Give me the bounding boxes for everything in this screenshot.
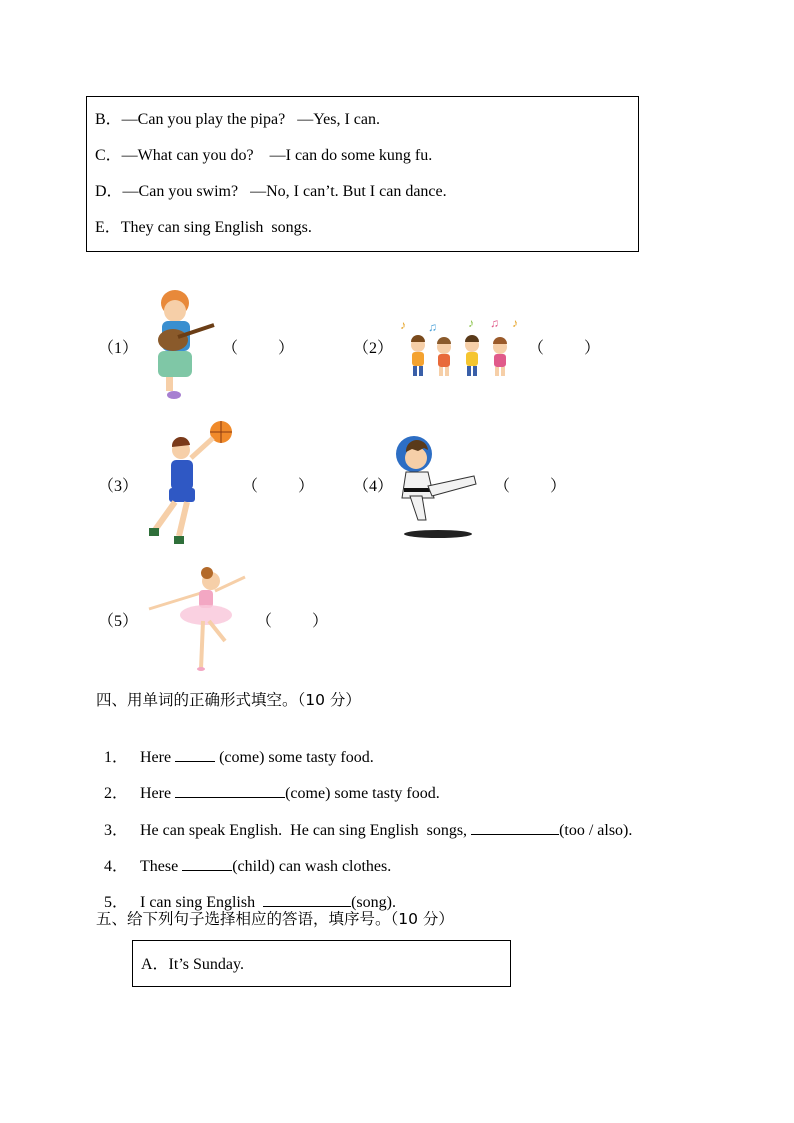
question-text: Here bbox=[140, 749, 176, 766]
picture-1-label: （1） bbox=[98, 340, 139, 357]
answer-blank[interactable] bbox=[471, 820, 559, 835]
picture-3-label: （3） bbox=[98, 478, 139, 495]
picture-3-answer[interactable]: （ ） bbox=[242, 478, 315, 495]
section-4-question-3 bbox=[96, 799, 632, 840]
question-number: 4． bbox=[104, 858, 129, 875]
answer-blank[interactable] bbox=[182, 856, 232, 871]
svg-text:♫: ♫ bbox=[428, 320, 437, 334]
picture-2-answer[interactable]: （ ） bbox=[528, 340, 601, 357]
section-4-question-5 bbox=[96, 871, 396, 912]
answer-blank[interactable] bbox=[175, 747, 215, 762]
question-text: Here bbox=[140, 785, 176, 802]
girl-dancing-ballet-illustration bbox=[145, 563, 251, 673]
section-4-question-2 bbox=[96, 762, 440, 803]
question-text: He can speak English. He can sing English songs, bbox=[140, 822, 472, 839]
answer-blank[interactable] bbox=[263, 892, 351, 907]
question-text: These bbox=[140, 858, 183, 875]
option-d: D．—Can you swim? —No, I can’t. But I can dance. bbox=[95, 183, 447, 200]
option-c: C．—What can you do? —I can do some kung fu. bbox=[95, 147, 433, 164]
boy-playing-pipa-illustration bbox=[148, 285, 218, 403]
section-4-title: 四、用单词的正确形式填空。（10 分） bbox=[96, 691, 361, 709]
question-number: 2． bbox=[104, 785, 129, 802]
answer-option-a: A．It’s Sunday. bbox=[141, 956, 244, 973]
question-number: 3． bbox=[104, 822, 129, 839]
picture-1-answer[interactable]: （ ） bbox=[222, 340, 295, 357]
svg-text:♪: ♪ bbox=[400, 318, 406, 332]
question-number: 5． bbox=[104, 894, 129, 911]
options-box bbox=[86, 96, 639, 252]
children-singing-illustration bbox=[398, 315, 524, 379]
answer-blank[interactable] bbox=[175, 783, 285, 798]
answers-box bbox=[132, 940, 511, 987]
question-text: (song). bbox=[351, 894, 396, 911]
question-text: (come) some tasty food. bbox=[215, 749, 374, 766]
svg-text:♪: ♪ bbox=[468, 316, 474, 330]
picture-4-label: （4） bbox=[353, 478, 394, 495]
boy-doing-kung-fu-illustration bbox=[392, 430, 484, 540]
picture-5-answer[interactable]: （ ） bbox=[256, 613, 329, 630]
question-text: I can sing English bbox=[140, 894, 264, 911]
question-text: (come) some tasty food. bbox=[285, 785, 440, 802]
option-e: E．They can sing English songs. bbox=[95, 219, 312, 236]
picture-5-label: （5） bbox=[98, 613, 139, 630]
picture-2-label: （2） bbox=[353, 340, 394, 357]
section-4-question-1 bbox=[96, 726, 374, 767]
question-text: (too / also). bbox=[559, 822, 633, 839]
section-4-question-4 bbox=[96, 835, 391, 876]
question-text: (child) can wash clothes. bbox=[232, 858, 392, 875]
svg-text:♫: ♫ bbox=[490, 316, 499, 330]
question-number: 1． bbox=[104, 749, 129, 766]
section-5-title: 五、给下列句子选择相应的答语，填序号。（10 分） bbox=[96, 910, 454, 928]
boy-playing-basketball-illustration bbox=[145, 418, 237, 550]
svg-text:♪: ♪ bbox=[512, 316, 518, 330]
option-b: B．—Can you play the pipa? —Yes, I can. bbox=[95, 111, 381, 128]
picture-4-answer[interactable]: （ ） bbox=[494, 478, 567, 495]
